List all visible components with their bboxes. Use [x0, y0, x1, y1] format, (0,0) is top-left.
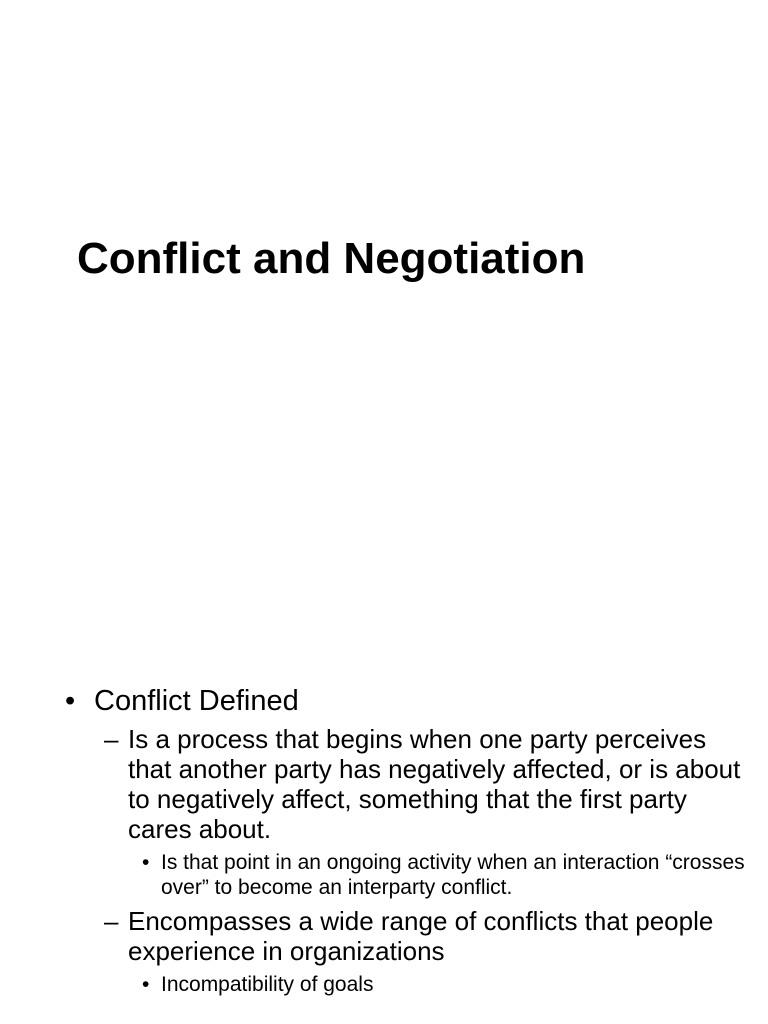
bullet-marker: • — [65, 685, 76, 717]
outline-subsubitem-text: Incompatibility of goals — [161, 973, 374, 996]
slide-title: Conflict and Negotiation — [77, 234, 586, 283]
outline-subsubitem-point — [128, 850, 750, 900]
bullet-marker: • — [142, 851, 150, 874]
outline-item-conflict-defined — [60, 684, 750, 718]
dash-marker: – — [104, 724, 119, 754]
outline-subsubitem-text: Is that point in an ongoing activity when an interaction “crosses over” to become an interparty conflict. — [161, 851, 745, 899]
outline-subitem-text: Is a process that begins when one party perceives that another party has negatively affected, or is about to negatively affect, something that the first party cares about. — [128, 724, 741, 844]
dash-marker: – — [104, 906, 119, 936]
outline-subsubitem-goals — [128, 972, 750, 997]
outline-subitem-range — [94, 906, 750, 966]
bullet-marker: • — [142, 973, 150, 996]
outline-subitem-text: Encompasses a wide range of conflicts that people experience in organizations — [128, 906, 714, 966]
outline-subitem-process — [94, 724, 750, 844]
outline-list — [60, 684, 750, 1003]
outline-item-text: Conflict Defined — [94, 685, 299, 717]
